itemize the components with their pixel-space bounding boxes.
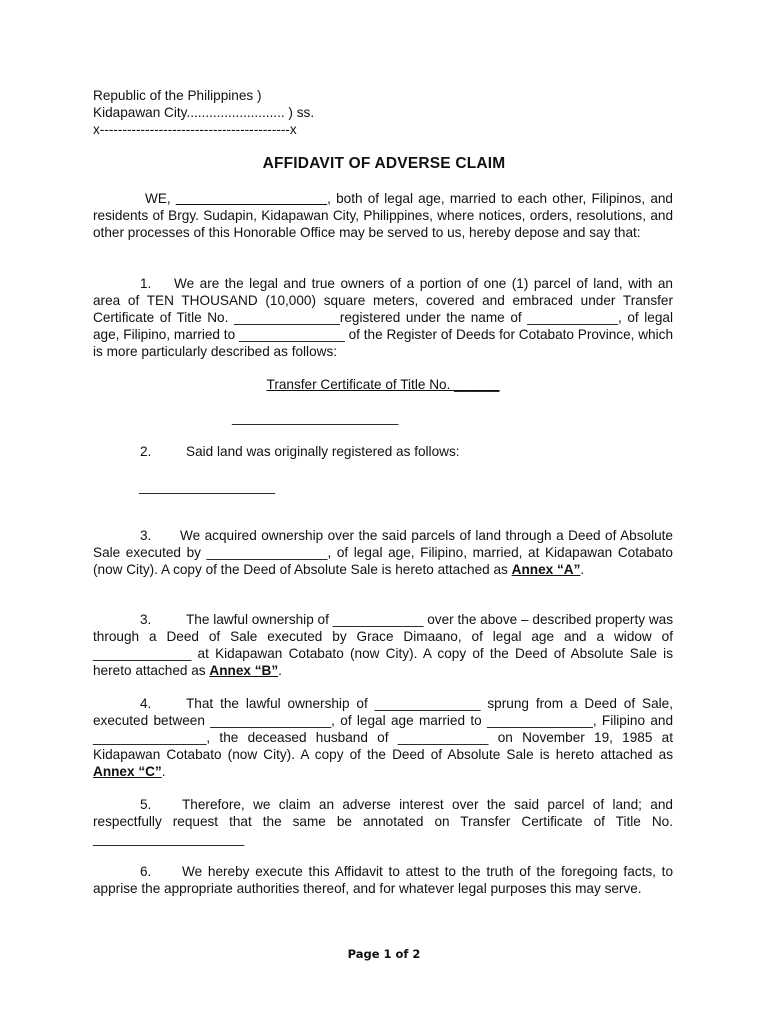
intro-paragraph <box>93 190 673 241</box>
paragraph-5 <box>93 796 673 847</box>
caption-republic: Republic of the Philippines ) <box>93 88 262 103</box>
paragraph-2-number: 2. <box>140 444 152 459</box>
paragraph-2-text: Said land was originally registered as follows: <box>186 444 460 459</box>
paragraph-1-text: We are the legal and true owners of a portion of one (1) parcel of land, with an area of TEN THOUSAND (10,000) square meters, covered and embraced under Transfer Certificate of Title No. ______________registered under the name of ____________, of legal age, Filipino, married to ______________ of the Register of Deeds for Cotabato Province, which is more particularly described as follows: <box>93 276 673 359</box>
venue-caption <box>93 87 314 138</box>
paragraph-3a-text: We acquired ownership over the said parcels of land through a Deed of Absolute Sale executed by ________________, of legal age, Filipino, married, at Kidapawan Cotabato (now City). A copy of the Deed of Absolute Sale is hereto attached as <box>93 528 673 577</box>
paragraph-6 <box>93 863 673 897</box>
paragraph-1 <box>93 275 673 360</box>
tct-blank: ______________________ <box>232 410 399 425</box>
intro-text: , both of legal age, married to each other, Filipinos, and residents of Brgy. Sudapin, Kidapawan City, Philippines, where notices, orders, resolutions, and other processes of this Honorable Office may be served to us, hereby depose and say that: <box>93 191 673 240</box>
paragraph-3b-text: The lawful ownership of ____________ over the above – described property was through a Deed of Sale executed by Grace Dimaano, of legal age and a widow of _____________ at Kidapawan Cotabato (now City). A copy of the Deed of Absolute Sale is hereto attached as <box>93 612 673 678</box>
paragraph-2-blank: __________________ <box>139 479 276 494</box>
paragraph-4-end: . <box>161 764 166 779</box>
paragraph-6-text: We hereby execute this Affidavit to attest to the truth of the foregoing facts, to apprise the appropriate authorities thereof, and for whatever legal purposes this may serve. <box>93 864 673 896</box>
annex-a-reference: Annex “A” <box>511 562 581 577</box>
paragraph-4-text: That the lawful ownership of ______________ sprung from a Deed of Sale, executed between ________________, of legal age married to ______________, Filipino and _______________, the deceased husband of ____________ on November 19, 1985 at Kidapawan Cotabato (now City). A copy of the Deed of Absolute Sale is hereto attached as <box>93 696 673 762</box>
paragraph-2 <box>93 443 673 460</box>
caption-city: Kidapawan City.......................... ) ss. <box>93 105 315 120</box>
document-title: AFFIDAVIT OF ADVERSE CLAIM <box>262 155 506 172</box>
annex-c-reference: Annex “C” <box>93 764 162 779</box>
paragraph-3b-number: 3. <box>140 612 152 627</box>
paragraph-4 <box>93 695 673 780</box>
annex-b-reference: Annex “B” <box>209 663 279 678</box>
paragraph-5-number: 5. <box>140 797 152 812</box>
paragraph-3a-number: 3. <box>140 528 152 543</box>
tct-heading-text: Transfer Certificate of Title No. ______ <box>266 377 500 392</box>
paragraph-4-number: 4. <box>140 696 152 711</box>
paragraph-1-number: 1. <box>140 276 152 291</box>
intro-we: WE, <box>145 191 171 206</box>
paragraph-5-text: Therefore, we claim an adverse interest over the said parcel of land; and respectfully request that the same be annotated on Transfer Certificate of Title No. ____________________ <box>93 797 673 846</box>
page-number: Page 1 of 2 <box>347 947 421 961</box>
paragraph-3a <box>93 527 673 578</box>
paragraph-6-number: 6. <box>140 864 152 879</box>
paragraph-3a-end: . <box>580 562 585 577</box>
paragraph-3b-end: . <box>278 663 282 678</box>
paragraph-3b <box>93 611 673 679</box>
intro-names-blank: ____________________ <box>175 191 328 206</box>
caption-separator: x------------------------------------------x <box>93 122 297 137</box>
tct-heading <box>93 376 673 393</box>
